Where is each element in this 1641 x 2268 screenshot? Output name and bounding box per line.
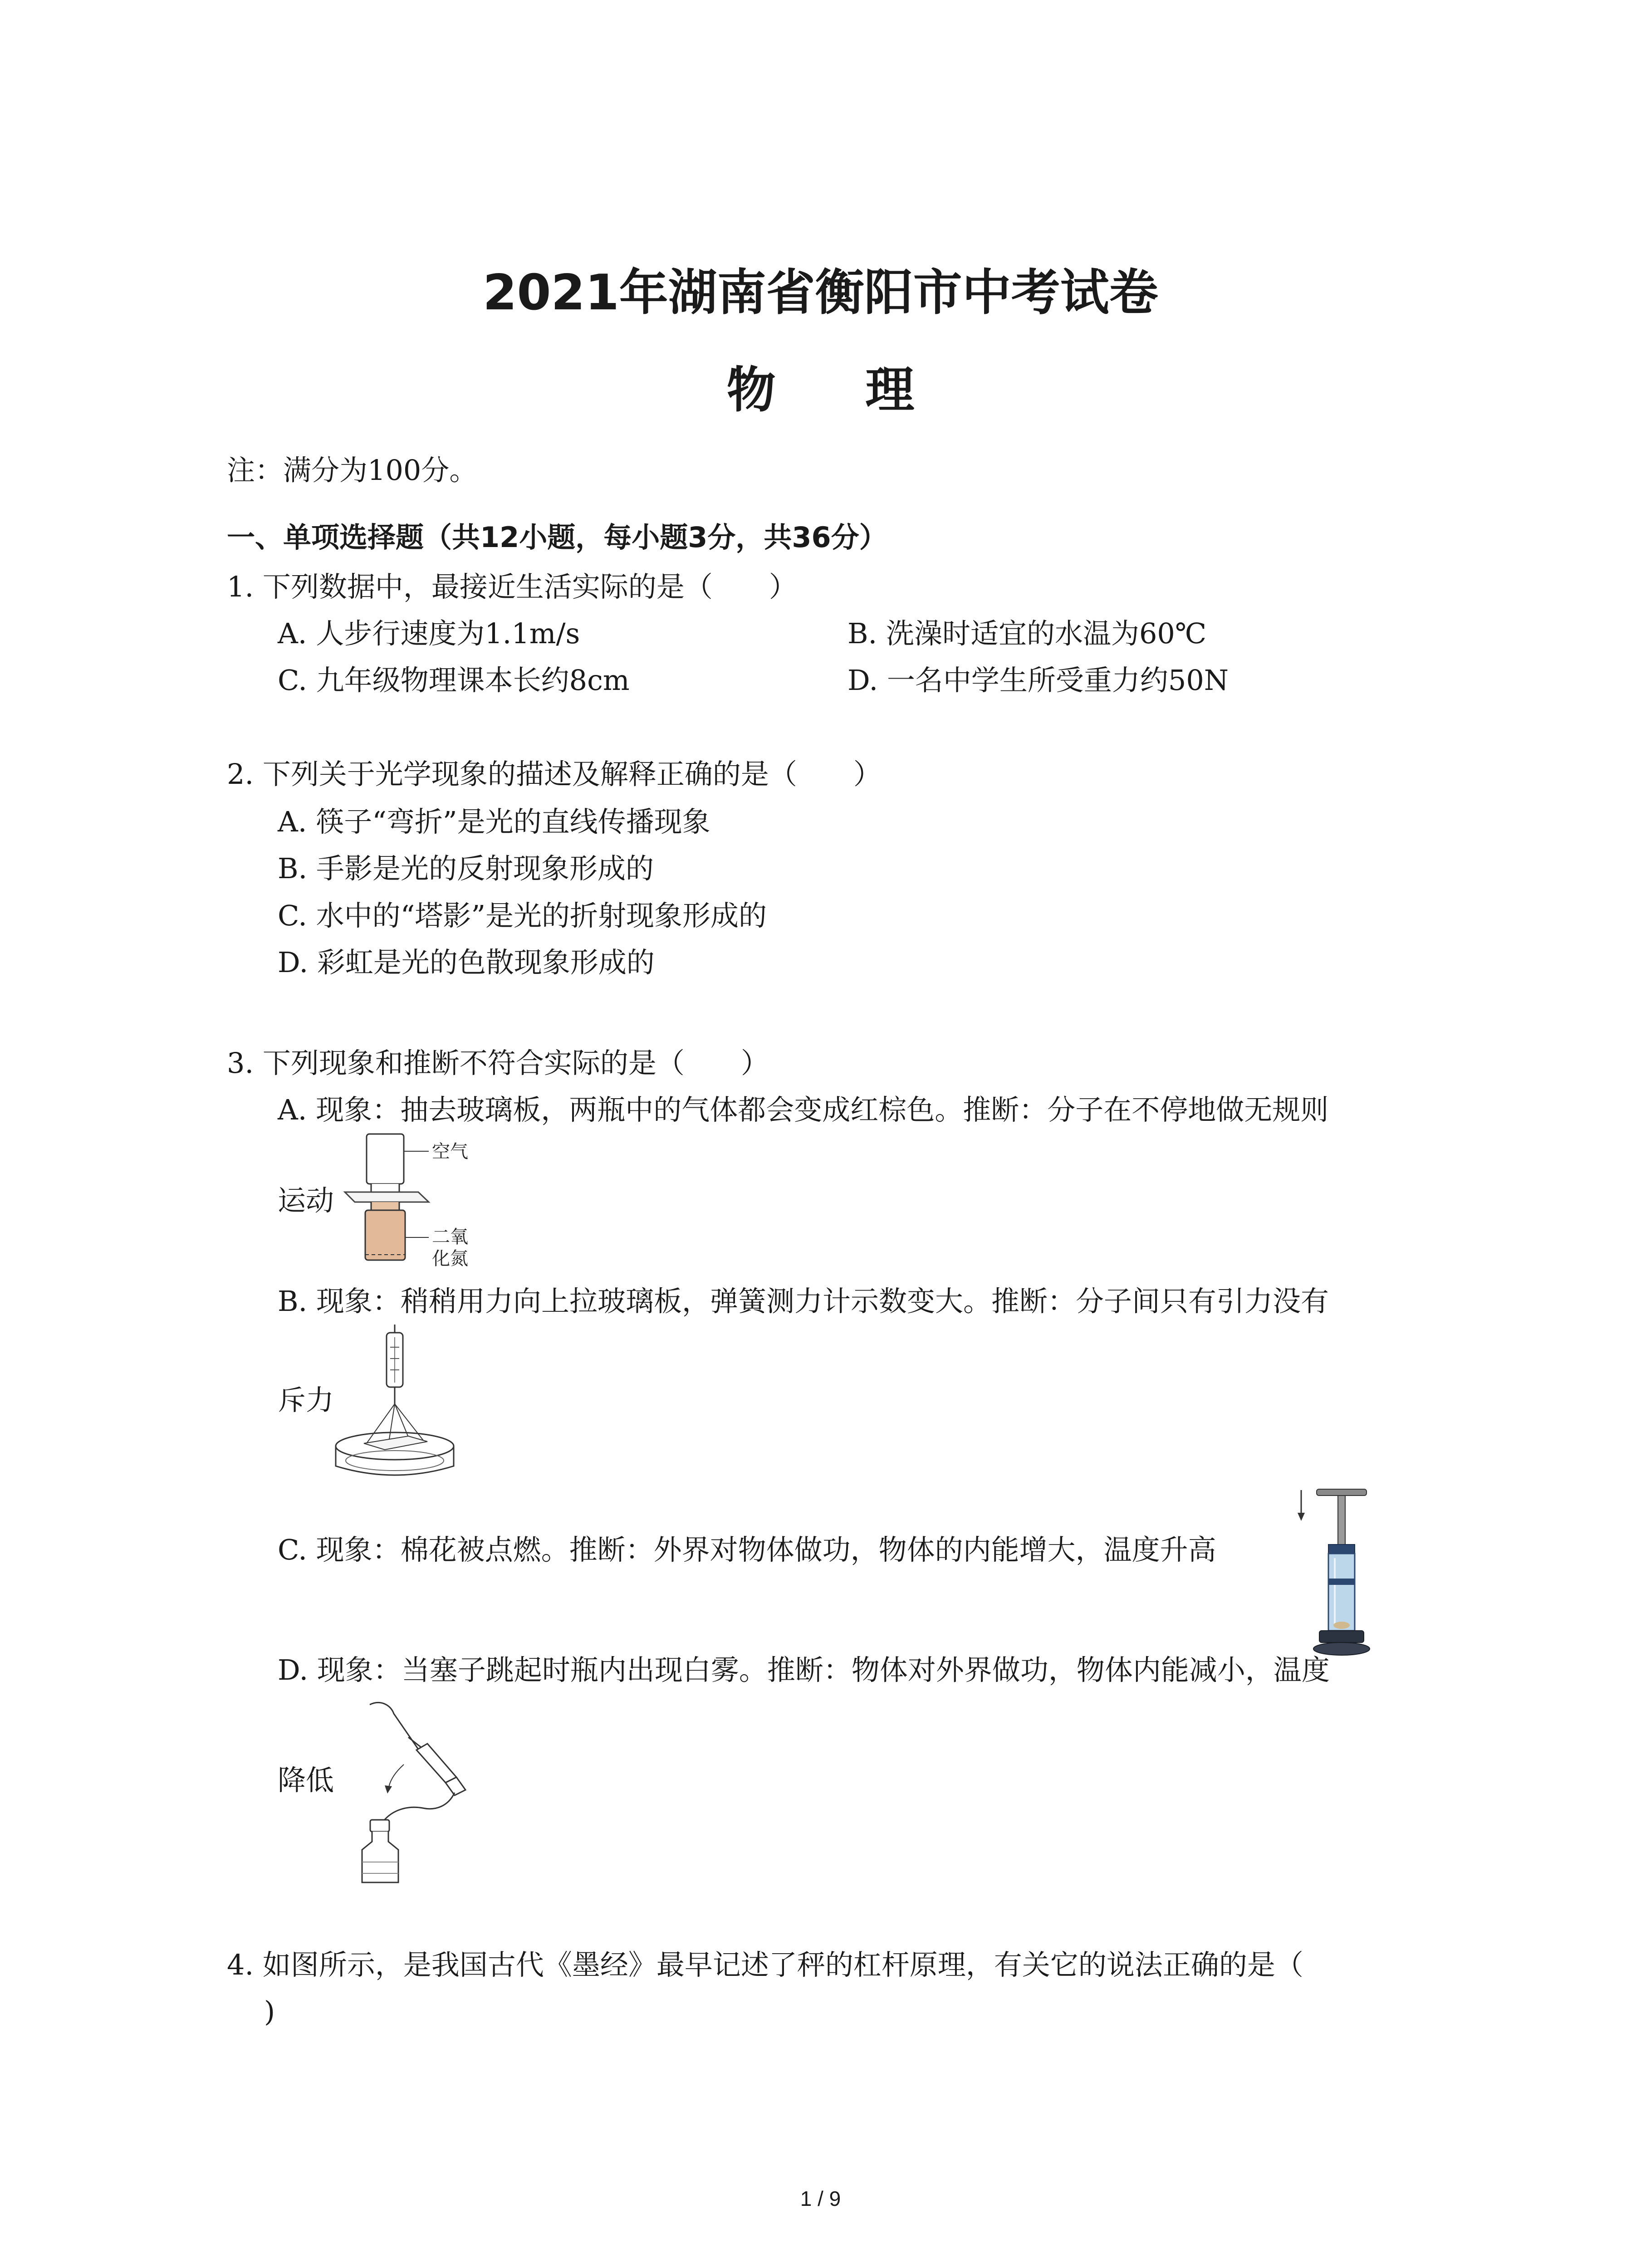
q1-option-d: D. 一名中学生所受重力约50N: [847, 664, 1229, 697]
q3-option-d: D. 现象：当塞子跳起时瓶内出现白雾。推断：物体对外界做功，物体内能减小，温度: [278, 1653, 1330, 1686]
exam-subject: 物 理: [726, 362, 951, 419]
q3-option-b: B. 现象：稍稍用力向上拉玻璃板，弹簧测力计示数变大。推断：分子间只有引力没有: [278, 1285, 1329, 1318]
spring-scale-figure: [331, 1325, 458, 1497]
q4-stem: 4. 如图所示，是我国古代《墨经》最早记述了秤的杠杆原理，有关它的说法正确的是（: [227, 1948, 1303, 1981]
q2-option-d: D. 彩虹是光的色散现象形成的: [278, 946, 655, 979]
q3-stem: 3. 下列现象和推断不符合实际的是（ ）: [227, 1046, 769, 1080]
q1-option-c: C. 九年级物理课本长约8cm: [278, 664, 630, 697]
label-no2-line1: 二氧: [432, 1227, 468, 1247]
diffusion-bottles-figure: [345, 1129, 490, 1279]
page-number: 1 / 9: [800, 2187, 841, 2210]
q2-option-b: B. 手影是光的反射现象形成的: [278, 852, 654, 885]
bottle-stopper-pump-figure: [340, 1696, 476, 1887]
q4-stem-continuation: ): [264, 1995, 275, 2028]
q3-option-b-continuation: 斥力: [278, 1383, 334, 1417]
q3-option-d-continuation: 降低: [278, 1764, 334, 1797]
q3-option-a-continuation: 运动: [278, 1184, 334, 1217]
q1-option-b: B. 洗澡时适宜的水温为60℃: [847, 617, 1207, 650]
section-heading: 一、单项选择题（共12小题，每小题3分，共36分）: [227, 521, 887, 554]
q3-option-c: C. 现象：棉花被点燃。推断：外界对物体做功，物体的内能增大，温度升高: [278, 1533, 1216, 1566]
q2-stem: 2. 下列关于光学现象的描述及解释正确的是（ ）: [227, 758, 882, 791]
q2-option-c: C. 水中的“塔影”是光的折射现象形成的: [278, 899, 767, 932]
q2-option-a: A. 筷子“弯折”是光的直线传播现象: [278, 805, 710, 838]
exam-note: 注：满分为100分。: [227, 454, 478, 487]
q1-stem: 1. 下列数据中，最接近生活实际的是（ ）: [227, 570, 797, 603]
label-no2-line2: 化氮: [432, 1248, 468, 1269]
label-air: 空气: [432, 1141, 468, 1162]
exam-title: 2021年湖南省衡阳市中考试卷: [483, 264, 1158, 321]
q1-option-a: A. 人步行速度为1.1m/s: [278, 617, 580, 650]
q3-option-a: A. 现象：抽去玻璃板，两瓶中的气体都会变成红棕色。推断：分子在不停地做无规则: [278, 1093, 1329, 1126]
air-compression-igniter-figure: [1293, 1486, 1375, 1662]
